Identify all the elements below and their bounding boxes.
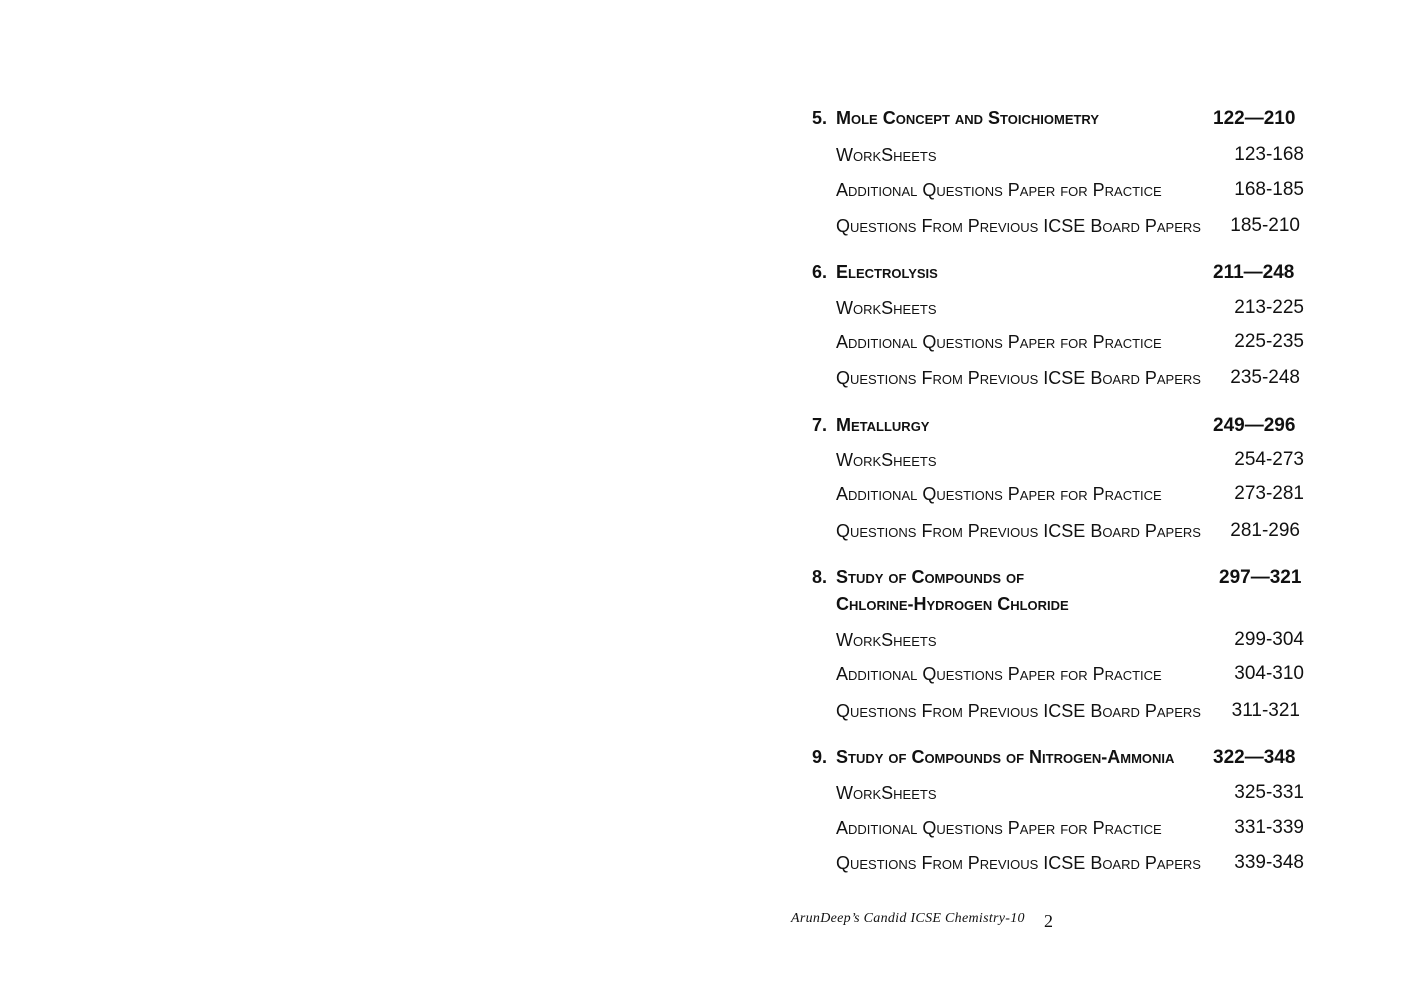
chapter-8-title-line-2[interactable]: Chlorine-Hydrogen Chloride [836, 594, 1069, 614]
chapter-number: 6. [812, 262, 828, 282]
chapter-5-board-papers-link[interactable]: Questions From Previous ICSE Board Papers [836, 216, 1201, 236]
chapter-5-worksheets-range: 123-168 [1234, 144, 1304, 165]
chapter-6-additional-questions-range: 225-235 [1234, 331, 1304, 352]
chapter-5-title[interactable] [812, 108, 1099, 129]
chapter-9-worksheets-link[interactable]: WorkSheets [836, 783, 937, 803]
table-of-contents [812, 0, 1332, 992]
chapter-9-worksheets-range: 325-331 [1234, 782, 1304, 803]
chapter-5-worksheets-link[interactable]: WorkSheets [836, 145, 937, 165]
chapter-7-board-papers-link[interactable]: Questions From Previous ICSE Board Papers [836, 521, 1201, 541]
chapter-number: 9. [812, 747, 828, 767]
chapter-number: 7. [812, 415, 828, 435]
chapter-5-additional-questions-range: 168-185 [1234, 179, 1304, 200]
chapter-title-text: Study of Compounds of Nitrogen-Ammonia [836, 747, 1175, 767]
chapter-6-title[interactable] [812, 262, 938, 283]
chapter-9-title[interactable] [812, 747, 1174, 768]
chapter-8-page-range: 297—321 [1219, 567, 1302, 588]
chapter-7-board-papers-range: 281-296 [1230, 520, 1300, 541]
chapter-7-worksheets-link[interactable]: WorkSheets [836, 450, 937, 470]
chapter-6-worksheets-link[interactable]: WorkSheets [836, 298, 937, 318]
footer-book-title: ArunDeep’s Candid ICSE Chemistry-10 [791, 911, 1025, 926]
chapter-number: 8. [812, 567, 828, 587]
chapter-5-board-papers-range: 185-210 [1230, 215, 1300, 236]
chapter-9-page-range: 322—348 [1213, 747, 1296, 768]
chapter-title-text: Study of Compounds of [836, 567, 1025, 587]
chapter-7-title[interactable] [812, 415, 929, 436]
chapter-6-board-papers-link[interactable]: Questions From Previous ICSE Board Papers [836, 368, 1201, 388]
chapter-title-text: Metallurgy [836, 415, 930, 435]
chapter-8-title[interactable] [812, 567, 1024, 588]
chapter-5-additional-questions-link[interactable]: Additional Questions Paper for Practice [836, 180, 1162, 200]
chapter-title-text: Electrolysis [836, 262, 938, 282]
chapter-7-additional-questions-link[interactable]: Additional Questions Paper for Practice [836, 484, 1162, 504]
chapter-9-board-papers-range: 339-348 [1234, 852, 1304, 873]
footer-page-number: 2 [1044, 911, 1053, 931]
chapter-5-page-range: 122—210 [1213, 108, 1296, 129]
chapter-8-additional-questions-link[interactable]: Additional Questions Paper for Practice [836, 664, 1162, 684]
chapter-8-board-papers-link[interactable]: Questions From Previous ICSE Board Papers [836, 701, 1201, 721]
chapter-8-worksheets-link[interactable]: WorkSheets [836, 630, 937, 650]
chapter-6-page-range: 211—248 [1213, 262, 1295, 283]
chapter-6-additional-questions-link[interactable]: Additional Questions Paper for Practice [836, 332, 1162, 352]
chapter-7-additional-questions-range: 273-281 [1234, 483, 1304, 504]
chapter-9-board-papers-link[interactable]: Questions From Previous ICSE Board Papers [836, 853, 1201, 873]
chapter-8-board-papers-range: 311-321 [1231, 700, 1300, 721]
chapter-title-text: Mole Concept and Stoichiometry [836, 108, 1100, 128]
chapter-6-board-papers-range: 235-248 [1230, 367, 1300, 388]
chapter-8-additional-questions-range: 304-310 [1234, 663, 1304, 684]
chapter-9-additional-questions-range: 331-339 [1234, 817, 1304, 838]
chapter-7-page-range: 249—296 [1213, 415, 1296, 436]
chapter-number: 5. [812, 108, 828, 128]
chapter-8-worksheets-range: 299-304 [1234, 629, 1304, 650]
chapter-7-worksheets-range: 254-273 [1234, 449, 1304, 470]
chapter-6-worksheets-range: 213-225 [1234, 297, 1304, 318]
chapter-9-additional-questions-link[interactable]: Additional Questions Paper for Practice [836, 818, 1162, 838]
